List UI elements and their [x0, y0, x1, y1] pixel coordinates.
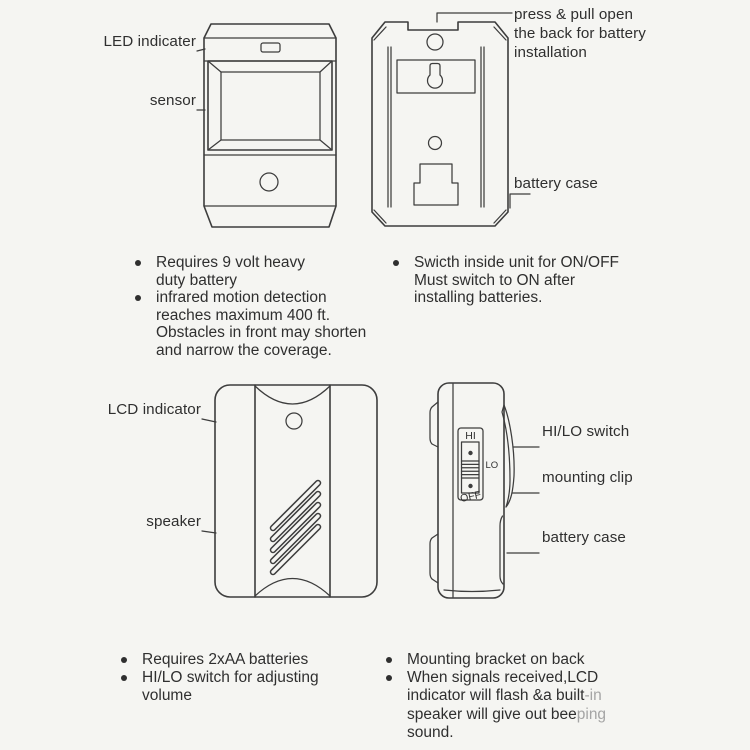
battery-case-side-label: battery case	[542, 529, 626, 546]
sensor-label: sensor	[149, 92, 196, 109]
bullet-icon	[393, 260, 399, 266]
switch-slider-ribs	[462, 461, 480, 478]
bullet-icon	[386, 657, 392, 663]
corner-bevels	[374, 27, 506, 223]
speaker-label-leader	[202, 531, 216, 533]
lcd-indicator-circle	[286, 413, 302, 429]
top-hole-circle	[427, 34, 443, 50]
note-item	[134, 289, 402, 359]
back-bracket-top-bump	[430, 402, 438, 447]
note-line: HI/LO switch for adjusting	[142, 669, 319, 687]
note-line: Obstacles in front may shorten	[156, 324, 367, 341]
press-pull-open-line: the back for battery	[514, 25, 647, 43]
panel-bottom-arc	[255, 579, 330, 597]
sensor-window-outer	[208, 61, 332, 150]
note-line: reaches maximum 400 ft.	[156, 306, 331, 324]
switch-bottom-dot	[468, 484, 472, 488]
switch-lo-mark: LO	[485, 460, 499, 471]
receiver-notes-right	[385, 651, 675, 742]
switch-off-mark: OFF	[459, 488, 483, 505]
test-button-circle	[260, 173, 278, 191]
note-line: When signals received,LCD	[407, 669, 599, 687]
bullet-icon	[386, 675, 392, 681]
note-line: Swicth inside unit for ON/OFF	[414, 254, 620, 271]
speaker-slots	[273, 483, 318, 572]
sensor-body-outline	[204, 24, 336, 227]
keyhole	[427, 64, 442, 89]
battery-case-back-label: battery case	[514, 175, 598, 192]
receiver-body-outline	[215, 385, 377, 597]
receiver-side-drawing	[430, 383, 539, 598]
lower-hole-circle	[429, 137, 442, 150]
note-item	[385, 651, 675, 669]
note-line: Requires 2xAA batteries	[142, 651, 309, 668]
note-line: Must switch to ON after	[414, 271, 576, 289]
note-item	[120, 669, 388, 705]
note-line: Mounting bracket on back	[407, 651, 585, 668]
note-line: speaker will give out beeping	[407, 705, 607, 723]
bullet-icon	[135, 295, 141, 301]
switch-hi-mark: HI	[465, 430, 476, 442]
note-item	[385, 669, 675, 742]
note-line: volume	[142, 687, 192, 705]
note-text	[407, 669, 606, 742]
bullet-icon	[121, 657, 127, 663]
note-line: Requires 9 volt heavy	[156, 254, 306, 271]
lcd-label-leader	[202, 419, 216, 422]
note-text	[142, 651, 308, 669]
press-pull-leader	[437, 13, 512, 22]
note-line: duty battery	[156, 271, 237, 289]
press-pull-open-line: installation	[514, 44, 587, 62]
note-text	[156, 254, 305, 289]
press-pull-open-line: press & pull open	[514, 6, 634, 23]
note-line: installing batteries.	[414, 289, 543, 306]
transmitter-back-drawing	[372, 13, 530, 226]
back-outline	[372, 22, 508, 226]
note-line: indicator will flash &a built-in	[407, 687, 602, 705]
base-seam	[444, 590, 500, 592]
bullet-icon	[135, 260, 141, 266]
note-text	[156, 289, 366, 359]
note-line: sound.	[407, 723, 454, 741]
note-text	[142, 669, 319, 705]
note-line: infrared motion detection	[156, 289, 327, 306]
battery-door-seam	[500, 516, 503, 584]
panel-top-arc	[255, 386, 330, 404]
hilo-switch-label: HI/LO switch	[542, 423, 630, 440]
note-text	[414, 254, 619, 307]
speaker-label: speaker	[146, 513, 201, 530]
press-pull-open-label	[514, 5, 646, 63]
transmitter-notes	[134, 254, 402, 359]
switch-notes	[392, 254, 660, 307]
note-item	[134, 254, 402, 289]
back-bracket-bottom-bump	[430, 534, 438, 583]
note-item	[392, 254, 660, 307]
receiver-notes-left	[120, 651, 388, 706]
lcd-indicator-label: LCD indicator	[107, 401, 201, 418]
switch-top-dot	[468, 451, 472, 455]
led-window	[261, 43, 280, 52]
sensor-window-inner	[221, 72, 320, 140]
note-item	[120, 651, 388, 669]
receiver-front-drawing	[202, 385, 377, 597]
window-corner-bevels	[208, 61, 332, 150]
note-text	[407, 651, 585, 669]
transmitter-front-drawing	[197, 24, 336, 227]
battery-case-outline	[414, 164, 458, 205]
note-line: and narrow the coverage.	[156, 341, 332, 359]
bullet-icon	[121, 675, 127, 681]
battery-case-leader	[510, 194, 530, 208]
led-indicator-label: LED indicater	[103, 33, 196, 50]
side-rails	[388, 47, 484, 207]
mounting-clip-label: mounting clip	[542, 469, 633, 486]
